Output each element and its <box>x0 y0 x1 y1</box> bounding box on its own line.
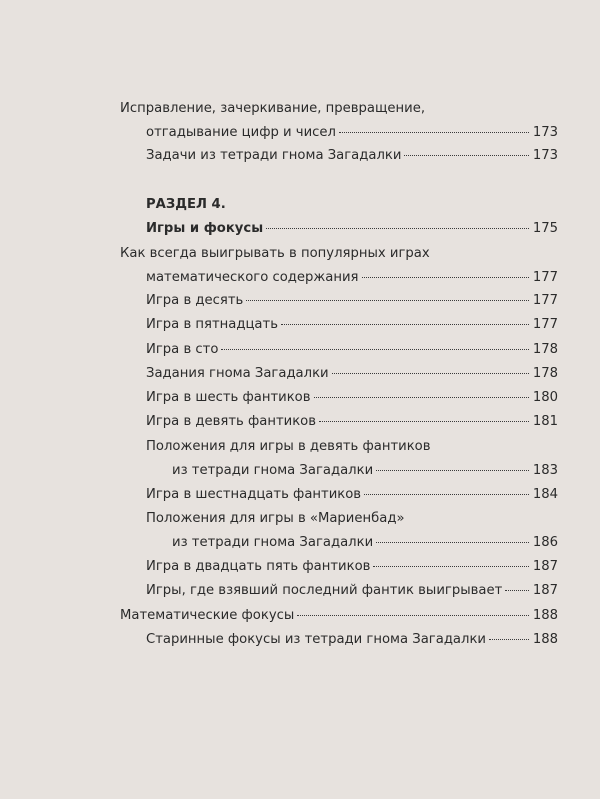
toc-entry <box>146 389 558 406</box>
toc-page-number: 186 <box>532 535 558 550</box>
dot-leader <box>364 494 529 495</box>
dot-leader <box>362 277 529 278</box>
toc-page-number: 178 <box>532 366 558 381</box>
toc-entry-title: Математические фокусы <box>120 608 295 623</box>
dot-leader <box>489 639 529 640</box>
dot-leader <box>404 155 528 156</box>
toc-page-number: 173 <box>532 125 558 140</box>
toc-entry <box>146 631 558 648</box>
dot-leader <box>332 373 529 374</box>
toc-entry <box>120 100 558 141</box>
dot-leader <box>376 470 529 471</box>
toc-page-number: 177 <box>532 293 558 308</box>
toc-entry <box>146 341 558 358</box>
toc-entry-line: Положения для игры в «Мариенбад» <box>146 511 405 526</box>
toc-entry-title: математического содержания <box>146 270 359 285</box>
dot-leader <box>339 132 529 133</box>
dot-leader <box>373 566 528 567</box>
toc-entry-title: Игра в двадцать пять фантиков <box>146 559 371 574</box>
toc-page-number: 187 <box>532 559 558 574</box>
toc-entry-line: Исправление, зачеркивание, превращение, <box>120 101 426 116</box>
toc-entry <box>146 510 558 551</box>
toc-page-number: 173 <box>532 148 558 163</box>
toc-entry <box>146 292 558 309</box>
section-label: РАЗДЕЛ 4. <box>146 197 226 212</box>
dot-leader <box>221 349 528 350</box>
toc-entry <box>146 365 558 382</box>
toc-entry-title: из тетради гнома Загадалки <box>172 535 374 550</box>
toc-entry-title: Игра в девять фантиков <box>146 414 317 429</box>
toc-entry <box>146 558 558 575</box>
dot-leader <box>314 397 529 398</box>
toc-entry <box>146 486 558 503</box>
toc-page-number: 180 <box>532 390 558 405</box>
dot-leader <box>297 615 529 616</box>
toc-entry-title: из тетради гнома Загадалки <box>172 463 374 478</box>
toc-entry-title: отгадывание цифр и чисел <box>146 125 336 140</box>
toc-entry-line: Положения для игры в девять фантиков <box>146 439 431 454</box>
toc-entry <box>146 438 558 479</box>
toc-page-number: 188 <box>532 608 558 623</box>
toc-entry <box>120 245 558 286</box>
toc-entry <box>146 220 558 237</box>
toc-page-number: 181 <box>532 414 558 429</box>
toc-entry-title: Игра в шестнадцать фантиков <box>146 487 362 502</box>
toc-entry-title: Игра в десять <box>146 293 244 308</box>
toc-entry-title: Старинные фокусы из тетради гнома Загадалки <box>146 632 486 647</box>
toc-entry <box>146 147 558 164</box>
toc-entry <box>146 316 558 333</box>
toc-entry-line: Как всегда выигрывать в популярных играх <box>120 246 430 261</box>
toc-entry-title: Игра в сто <box>146 342 219 357</box>
dot-leader <box>246 300 529 301</box>
toc-page-number: 177 <box>532 270 558 285</box>
toc-entry-title: Игра в шесть фантиков <box>146 390 311 405</box>
toc-entry-title: Игры, где взявший последний фантик выигрывает <box>146 583 503 598</box>
dot-leader <box>266 228 529 229</box>
section-title: Игры и фокусы <box>146 221 264 236</box>
toc-page-number: 183 <box>532 463 558 478</box>
toc-page-number: 178 <box>532 342 558 357</box>
toc-entry <box>146 582 558 599</box>
toc-entry-title: Задачи из тетради гнома Загадалки <box>146 148 402 163</box>
dot-leader <box>281 324 529 325</box>
toc-page-number: 175 <box>532 221 558 236</box>
dot-leader <box>376 542 529 543</box>
toc-page-number: 188 <box>532 632 558 647</box>
toc-page-number: 184 <box>532 487 558 502</box>
toc-entry-title: Игра в пятнадцать <box>146 317 278 332</box>
toc-entry-title: Задания гнома Загадалки <box>146 366 329 381</box>
dot-leader <box>319 421 529 422</box>
dot-leader <box>505 590 529 591</box>
toc-entry <box>146 413 558 430</box>
toc-page-number: 177 <box>532 317 558 332</box>
toc-entry <box>120 607 558 624</box>
toc-page-number: 187 <box>532 583 558 598</box>
